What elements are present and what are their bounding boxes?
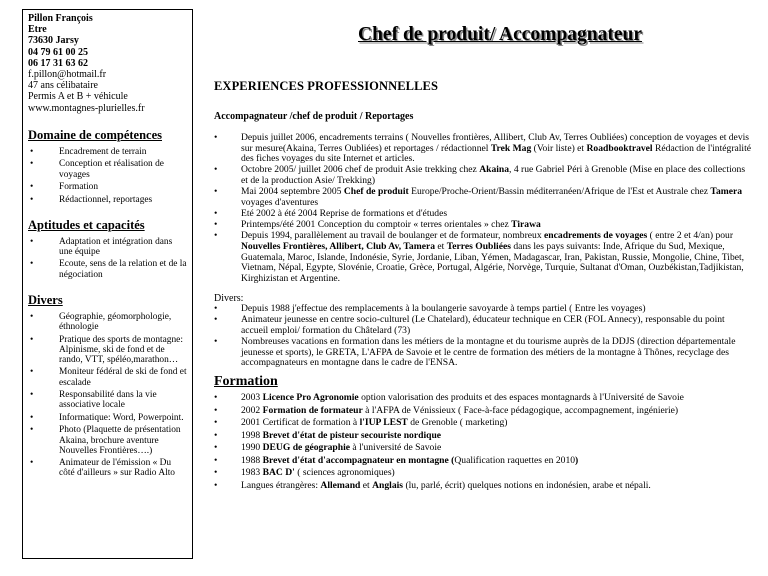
divers-side-item: • Photo (Plaquette de présentation Akaina, brochure aventure Nouvelles Frontières….) [28, 425, 187, 456]
text-segment: voyages d'aventures [241, 196, 319, 208]
experience-item [214, 133, 754, 165]
experience-item [214, 165, 754, 186]
contact-block [28, 13, 187, 114]
competence-item: • Rédactionnel, reportages [28, 195, 187, 205]
text-segment: , 4 rue Gabriel Péri à Grenoble (Mise en place des collections et de la production Asie/ Trekking) [241, 164, 746, 186]
text-segment: 2003 [241, 392, 263, 404]
experience-item [214, 209, 754, 220]
text-segment: et [435, 240, 447, 252]
formation-list [214, 392, 754, 492]
aptitudes-heading: Aptitudes et capacités [28, 217, 145, 232]
formation-item [214, 417, 754, 430]
contact-email[interactable]: f.pillon@hotmail.fr [28, 69, 107, 81]
aptitude-item: • Ecoute, sens de la relation et de la négociation [28, 259, 187, 279]
bold-text: Chef de produit [343, 186, 409, 198]
contact-phone-2: 06 17 31 63 62 [28, 57, 88, 69]
contact-license: Permis A et B + véhicule [28, 91, 128, 103]
divers-main-label: Divers: [214, 293, 244, 305]
formation-item [214, 480, 754, 493]
text-segment: 1988 [241, 454, 263, 466]
domaine-heading: Domaine de compétences [28, 127, 162, 142]
bold-text: l'IUP LEST [359, 417, 408, 429]
formation-item [214, 392, 754, 405]
divers-side-item: • Responsabilité dans la vie associative locale [28, 390, 187, 410]
bold-text: Nouvelles Frontières, Allibert, Club Av, Tamera [241, 240, 436, 252]
bold-text: Brevet d'état d'accompagnateur en montagne ( [262, 454, 455, 466]
text-segment: Animateur jeunesse en centre socio-culturel (Le Chatelard), éducateur technique en CER (FOL Annecy), responsable du point accueil emploi/ formation du Châtelard (73) [241, 314, 725, 337]
experiences-heading: EXPERIENCES PROFESSIONNELLES [214, 79, 439, 93]
contact-phone-1: 04 79 61 00 25 [28, 46, 88, 58]
page-title: Chef de produit/ Accompagnateur [358, 24, 643, 45]
bold-text: Trek Mag [490, 142, 532, 154]
text-segment: Rédaction de l'intégralité des fiches voyages du site Internet et articles. [241, 142, 752, 165]
main-content [214, 79, 754, 492]
text-segment: 1983 [241, 467, 263, 479]
text-segment: Langues étrangères: [241, 479, 321, 491]
text-segment: ( entre 2 et 4/an) pour [647, 230, 734, 242]
aptitude-item: • Adaptation et intégration dans une équipe [28, 237, 187, 257]
divers-side-item: • Géographie, géomorphologie, éthnologie [28, 312, 187, 332]
experiences-list [214, 133, 754, 284]
bold-text: Brevet d'état de pisteur secouriste nordique [262, 429, 442, 441]
aptitudes-list [28, 237, 187, 280]
text-segment: (Voir liste) et [531, 142, 587, 154]
text-segment: (lu, parlé, écrit) quelques notions en indonésien, arabe et népali. [403, 479, 651, 491]
formation-item [214, 467, 754, 480]
divers-side-item: • Pratique des sports de montagne: Alpinisme, ski de fond et de rando, VTT, spéléo,marathon… [28, 335, 187, 366]
bold-text: Roadbooktravel [586, 142, 653, 154]
text-segment: ( sciences agronomiques) [294, 467, 395, 479]
text-segment: Nombreuses vacations en formation dans les métiers de la montagne et du tourisme auprès de la DDJS (direction départementale jeunesse et sports), le GRETA, L'AFPA de Savoie et le centre de formation des métiers de la montagne à Thônes, recyclage des accompagnateurs en montagne dans le cadre de l'ENSA. [241, 336, 736, 369]
divers-main-list [214, 304, 754, 369]
bold-text: Akaina [479, 164, 510, 176]
text-segment: Octobre 2005/ juillet 2006 chef de produit Asie trekking chez [241, 164, 480, 176]
divers-side-item: • Animateur de l'émission « Du côté d'ailleurs » sur Radio Alto [28, 458, 187, 478]
text-segment: dans les pays suivants: Inde, Afrique du Sud, Mexique, Guatemala, Maroc, Islande, Indonésie, Syrie, Jordanie, Liban, Yémen, Madagascar, Iran, Pakistan, Russie, Mongolie, Chine, Tibet, Vietnam, Népal, Egypte, Slovénie, Croatie, Grèce, Portugal, Algérie, Norvège, Turquie, Sultanat d'Oman, Ouzbékistan,Tadjikistan, Kirghizistan et Argentine. [241, 240, 745, 284]
bold-text: Terres Oubliées [446, 240, 511, 252]
text-segment: et [360, 479, 373, 491]
formation-item [214, 455, 754, 468]
bold-text: Allemand [320, 479, 361, 491]
text-segment: à l'AFPA de Vénissieux ( Face-à-face pédagogique, accompagnement, ingénierie) [362, 404, 679, 416]
text-segment: de Grenoble ( marketing) [407, 417, 508, 429]
text-segment: Europe/Proche-Orient/Bassin méditerranéen/Afrique de l'Est et Australe chez [408, 186, 711, 198]
competence-item: • Formation [28, 182, 187, 192]
text-segment: Eté 2002 à été 2004 Reprise de formations et d'études [241, 207, 448, 219]
domaine-list [28, 147, 187, 205]
text-segment: 2002 [241, 404, 263, 416]
divers-main-item [214, 304, 754, 315]
formation-item [214, 405, 754, 418]
divers-side-list [28, 312, 187, 479]
contact-age-status: 47 ans célibataire [28, 80, 98, 92]
text-segment: Depuis 1988 j'effectue des remplacements à la boulangerie savoyarde à temps partiel ( Entre les voyages) [241, 303, 646, 315]
text-segment: Depuis 1994, parallèlement au travail de boulanger et de formateur, nombreux [241, 230, 545, 242]
text-segment: Depuis juillet 2006, encadrements terrains ( Nouvelles frontières, Allibert, Club Av, Terres Oubliées) conception de voyages et devis sur mesure(Akaina, Terres Oubliées) et reportages / rédactionnel [241, 132, 750, 154]
experience-item [214, 220, 754, 231]
divers-side-heading: Divers [28, 292, 63, 307]
experience-item [214, 187, 754, 208]
bold-text: Formation de formateur [262, 404, 363, 416]
competence-item: • Conception et réalisation de voyages [28, 159, 187, 179]
sidebar [22, 9, 193, 559]
divers-main-item [214, 315, 754, 336]
text-segment: Mai 2004 septembre 2005 [241, 186, 344, 198]
divers-side-item: • Informatique: Word, Powerpoint. [28, 413, 187, 423]
competence-item: • Encadrement de terrain [28, 147, 187, 157]
formation-heading: Formation [214, 374, 278, 390]
experiences-subheading: Accompagnateur /chef de produit / Reportages [214, 111, 414, 122]
text-segment: 2001 Certificat de formation à [241, 417, 360, 429]
bold-text: Tirawa [511, 219, 541, 231]
bold-text: Tamera [710, 186, 743, 198]
text-segment: à l'université de Savoie [350, 442, 442, 454]
text-segment: Qualification raquettes en 2010 [454, 454, 576, 466]
bold-text: DEUG de géographie [262, 442, 351, 454]
contact-name: Pillon François [28, 13, 93, 24]
text-segment: 1998 [241, 429, 263, 441]
bold-text: Licence Pro Agronomie [262, 392, 359, 404]
divers-main-item [214, 337, 754, 369]
formation-item [214, 442, 754, 455]
contact-address-1: Etre [28, 24, 47, 36]
bold-text: Anglais [372, 479, 404, 491]
divers-side-item: • Moniteur fédéral de ski de fond et escalade [28, 367, 187, 387]
formation-item [214, 430, 754, 443]
contact-address-2: 73630 Jarsy [28, 35, 79, 47]
experience-item [214, 231, 754, 284]
text-segment: option valorisation des produits et des espaces montagnards à l'Université de Savoie [358, 392, 684, 404]
contact-website[interactable]: www.montagnes-plurielles.fr [28, 102, 145, 114]
text-segment: Printemps/été 2001 Conception du comptoir « terres orientales » chez [241, 219, 512, 231]
text-segment: 1990 [241, 442, 263, 454]
bold-text: ) [575, 454, 579, 466]
bold-text: BAC D' [262, 467, 295, 479]
bold-text: encadrements de voyages [544, 230, 648, 242]
